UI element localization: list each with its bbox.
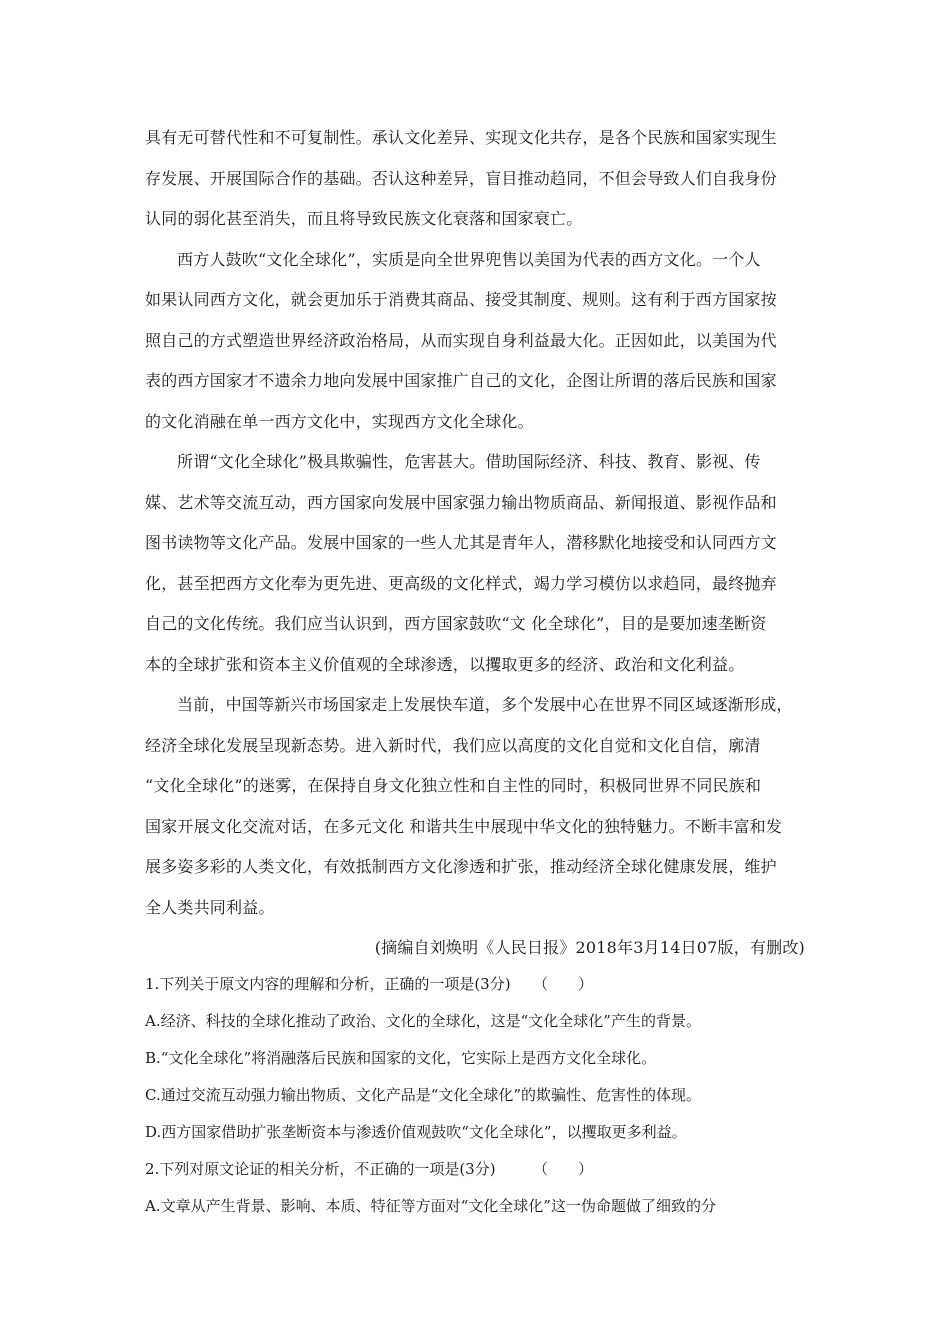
source-citation: (摘编自刘焕明《人民日报》2018年3月14日07版，有删改) bbox=[374, 938, 805, 957]
text-line: 全人类共同利益。 bbox=[145, 897, 275, 917]
question-2 bbox=[145, 1151, 805, 1225]
paragraph-3 bbox=[145, 442, 805, 685]
text-line: 图书读物等文化产品。发展中国家的一些人尤其是青年人，潜移默化地接受和认同西方文 bbox=[145, 533, 777, 552]
text-line: 认同的弱化甚至消失，而且将导致民族文化衰落和国家衰亡。 bbox=[145, 209, 583, 228]
text-line: 存发展、开展国际合作的基础。否认这种差异，盲目推动趋同，不但会导致人们自我身份 bbox=[145, 168, 777, 188]
option-b: B.“文化全球化”将消融落后民族和国家的文化，它实际上是西方文化全球化。 bbox=[145, 1048, 657, 1067]
text-line: 照自己的方式塑造世界经济政治格局，从而实现自身利益最大化。正因如此，以美国为代 bbox=[145, 330, 777, 350]
text-line: 表的西方国家才不遗余力地向发展中国家推广自己的文化，企图让所谓的落后民族和国家 bbox=[145, 371, 777, 390]
option-d: D.西方国家借助扩张垄断资本与渗透价值观鼓吹“文化全球化”，以攫取更多利益。 bbox=[145, 1122, 687, 1141]
text-line: 经济全球化发展呈现新态势。进入新时代，我们应以高度的文化自觉和文化自信，廓清 bbox=[145, 735, 761, 755]
text-line: “文化全球化”的迷雾，在保持自身文化独立性和自主性的同时，积极同世界不同民族和 bbox=[145, 776, 762, 795]
question-stem: 1.下列关于原文内容的理解和分析，正确的一项是(3分) （ ） bbox=[145, 974, 594, 993]
text-line: 展多姿多彩的人类文化，有效抵制西方文化渗透和扩张，推动经济全球化健康发展，维护 bbox=[145, 857, 777, 876]
text-line: 本的全球扩张和资本主义价值观的全球渗透，以攫取更多的经济、政治和文化利益。 bbox=[145, 654, 745, 674]
text-line: 媒、艺术等交流互动，西方国家向发展中国家强力输出物质商品、新闻报道、影视作品和 bbox=[145, 492, 777, 512]
text-line: 所谓“文化全球化”极具欺骗性，危害甚大。借助国际经济、科技、教育、影视、传 bbox=[177, 452, 761, 471]
text-line: 国家开展文化交流对话，在多元文化 和谐共生中展现中华文化的独特魅力。不断丰富和发 bbox=[145, 816, 783, 836]
question-1 bbox=[145, 966, 805, 1151]
option-a: A.经济、科技的全球化推动了政治、文化的全球化，这是“文化全球化”产生的背景。 bbox=[145, 1011, 701, 1030]
paragraph-1 bbox=[145, 118, 805, 240]
text-line: 自己的文化传统。我们应当认识到，西方国家鼓吹“文 化全球化”，目的是要加速垄断资 bbox=[145, 614, 767, 633]
text-line: 具有无可替代性和不可复制性。承认文化差异、实现文化共存，是各个民族和国家实现生 bbox=[145, 128, 777, 147]
document-page bbox=[145, 118, 805, 1225]
paragraph-2 bbox=[145, 240, 805, 443]
text-line: 当前，中国等新兴市场国家走上发展快车道，多个发展中心在世界不同区域逐渐形成， bbox=[177, 695, 793, 714]
question-stem: 2.下列对原文论证的相关分析，不正确的一项是(3分) （ ） bbox=[145, 1159, 594, 1178]
option-c: C.通过交流互动强力输出物质、文化产品是“文化全球化”的欺骗性、危害性的体现。 bbox=[145, 1085, 702, 1104]
paragraph-4 bbox=[145, 685, 805, 928]
text-line: 西方人鼓吹“文化全球化”，实质是向全世界兜售以美国为代表的西方文化。一个人 bbox=[177, 249, 761, 269]
text-line: 如果认同西方文化，就会更加乐于消费其商品、接受其制度、规则。这有利于西方国家按 bbox=[145, 290, 777, 309]
option-a: A.文章从产生背景、影响、本质、特征等方面对“文化全球化”这一伪命题做了细致的分 bbox=[145, 1196, 716, 1215]
text-line: 的文化消融在单一西方文化中，实现西方文化全球化。 bbox=[145, 411, 534, 431]
text-line: 化，甚至把西方文化奉为更先进、更高级的文化样式，竭力学习模仿以求趋同，最终抛弃 bbox=[145, 573, 777, 593]
